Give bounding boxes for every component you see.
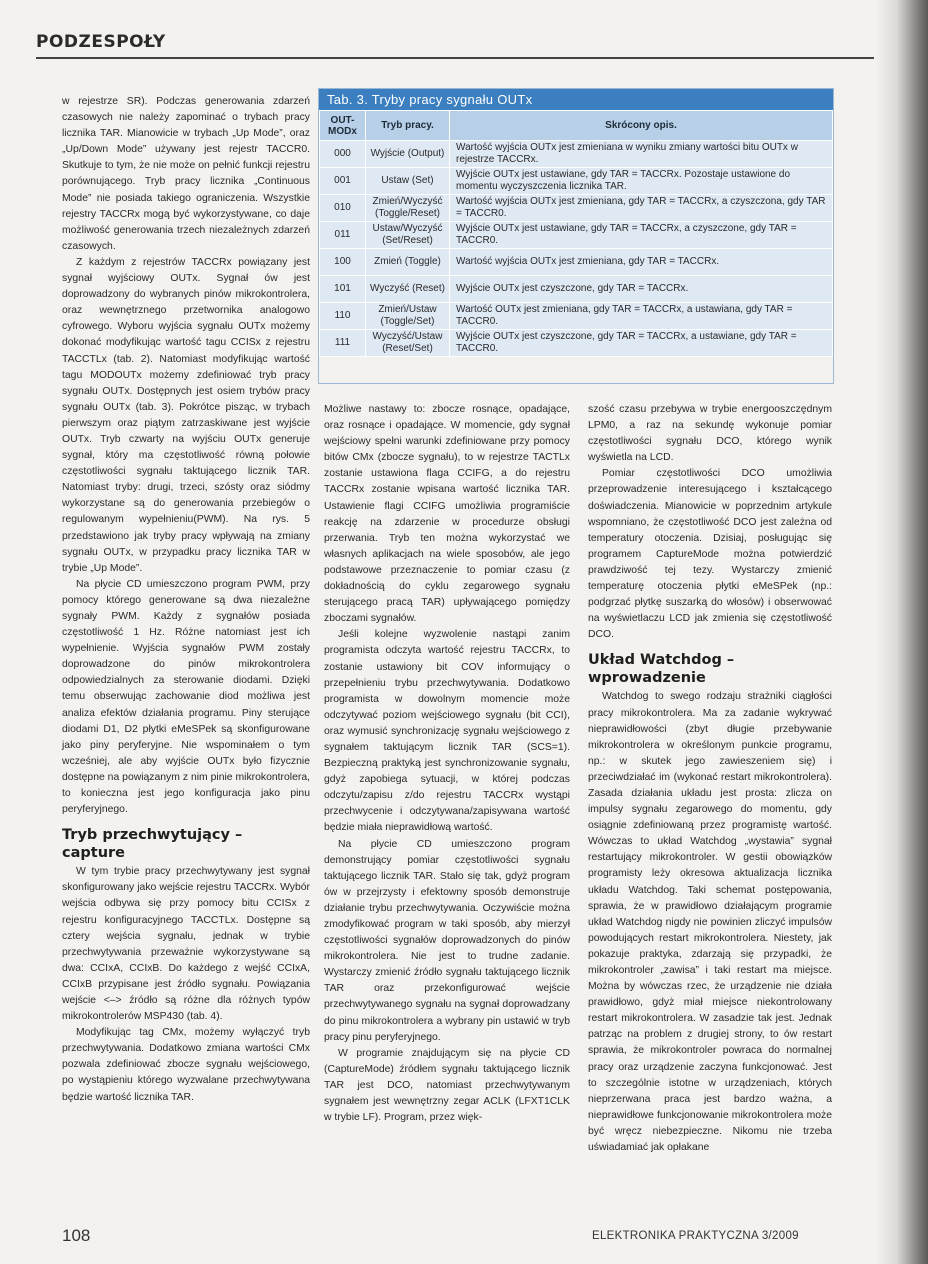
section-heading-watchdog: Układ Watchdog – wprowadzenie [588,652,735,687]
cell-desc: Wartość OUTx jest zmieniana, gdy TAR = TACCRx, a ustawiana, gdy TAR = TACCR0. [450,303,833,330]
column-left [62,94,310,1106]
cell-code: 101 [320,276,366,303]
table-3 [318,88,834,384]
section-heading-capture: Tryb przechwytujący – capture [62,827,243,862]
cell-desc: Wyjście OUTx jest czyszczone, gdy TAR = TACCRx, a ustawiane, gdy TAR = TACCR0. [450,330,833,357]
cell-mode: Zmień (Toggle) [366,249,450,276]
header-code: OUT-MODx [320,111,366,141]
paragraph: Modyfikując tag CMx, możemy wyłączyć tryb przechwytywania. Dodatkowo zmiana wartości CMx pozwala zdefiniować zbocze sygnału wejściowego, po wystąpieniu którego wyzwalane przechwytywana będzie wartość licznika TAR. [62,1027,310,1103]
cell-desc: Wartość wyjścia OUTx jest zmieniana, gdy TAR = TACCRx, a czyszczona, gdy TAR = TACCR0. [450,195,833,222]
paragraph: szość czasu przebywa w trybie energooszczędnym LPM0, a raz na sekundę wykonuje pomiar częstotliwości sygnału DCO, którego wynik wyświetla na LCD. [588,404,832,464]
table-row [320,195,833,222]
paragraph: W programie znajdującym się na płycie CD (CaptureMode) źródłem sygnału taktującego licznik TAR jest DCO, natomiast przechwytywanym sygnałem jest wewnętrzny zegar ACLK (LFXT1CLK w trybie LF). Program, przez więk- [324,1047,570,1124]
paragraph: W tym trybie pracy przechwytywany jest sygnał skonfigurowany jako wejście rejestru TACCRx. Wybór wejścia odbywa się przy pomocy bitu CCISx z rejestru konfiguracyjnego TACCTLx. Dostępne są cztery wejścia sygnału, jednak w trybie przechwytywania przeważnie wykorzystywane są dwa: CCIxA, CCIxB. Do każdego z wejść CCIxA, CCIxB przypisane jest źródło sygnału. Powiązania wejście <–> źródło są różne dla różnych typów mikrokontrolerów MSP430 (tab. 4). [62,866,310,1023]
paragraph: Pomiar częstotliwości DCO umożliwia przeprowadzenie interesującego i kształcącego doświadczenia. Mianowicie w poprzednim artykule wspomniano, że częstotliwość DCO jest zależna od temperatury otoczenia. Dzisiaj, posługując się programem CaptureMode można potwierdzić prawdziwość tej tezy. Wystarczy zmienić temperaturę otoczenia płytki eMeSPek (np.: podgrzać płytkę suszarką do włosów) i obserwować na wyświetlaczu LCD jak zmienia się częstotliwość DCO. [588,468,832,641]
cell-mode: Wyczyść/Ustaw (Reset/Set) [366,330,450,357]
cell-code: 110 [320,303,366,330]
paragraph: Na płycie CD umieszczono program demonstrujący pomiar częstotliwości sygnału taktującego licznik TAR. Stało się tak, gdyż program ów w przejrzysty i efektowny sposób demonstruje działanie trybu przechwytywania. Oczywiście można zmodyfikować program w taki sposób, aby mierzył częstotliwości sygnałów doprowadzonych do pinów mikrokontrolera. Nie jest to trudne zadanie. Wystarczy zmienić źródło sygnału taktującego licznik TAR oraz przekonfigurować wejście przechwytywanego sygnału na sygnał doprowadzany do pinu mikrokontrolera a wybrany pin ustawić w tryb pracy pinu peryferyjnego. [324,838,570,1043]
page-number: 108 [62,1226,91,1245]
table-row [320,303,833,330]
table-header-row [320,111,833,141]
cell-mode: Zmień/Ustaw (Toggle/Set) [366,303,450,330]
cell-code: 001 [320,168,366,195]
cell-code: 010 [320,195,366,222]
table-row [320,141,833,168]
paragraph: Na płycie CD umieszczono program PWM, przy pomocy którego generowane są dwa niezależne sygnały PWM. Każdy z sygnałów posiada częstotliwość 1 Hz. Różne natomiast jest ich wypełnienie. Wyjścia sygnałów PWM zostały doprowadzone do pinów mikrokontrolera odpowiedzialnych za sterowanie diodami. Dzięki temu obserwując zachowanie diod możliwa jest analiza efektów działania programu. Piny sterujące diodami D1, D2 płytki eMeSPek są skonfigurowane jako piny peryferyjne. Nie wspominałem o tym wcześniej, ale aby wyjście OUTx było fizycznie dostępne na powiązanym z nim pinie mikrokontrolera, to konieczna jest jego konfiguracja jako pinu peryferyjnego. [62,578,310,816]
paragraph: Jeśli kolejne wyzwolenie nastąpi zanim programista odczyta wartość rejestru TACCRx, to zostanie ustawiony bit COV informujący o przepełnieniu trybu przechwytywania. Dodatkowo programista w dowolnym momencie może odczytywać poziom wejściowego sygnału (bit CCI), oraz wymusić synchronizację sygnału wejściowego z sygnałem taktującym licznik TAR (SCS=1). Bezpieczną praktyką jest synchronizowanie sygnału, gdyż zapobiega sytuacji, w której podczas odczytu/zapisu z/do rejestru TACCRx wystąpi przechwycenie i odczytywana/zapisywana wartość będzie miała nieprawidłową wartość. [324,629,570,834]
table-row [320,222,833,249]
paragraph: w rejestrze SR). Podczas generowania zdarzeń czasowych nie należy zapominać o trybach pracy licznika TAR. Mianowicie w trybach „Up Mode”, oraz „Up/Down Mode” używany jest rejestr TACCR0. Skutkuje to tym, że nie może on pełnić funkcji rejestru porównującego. Tryb pracy licznika „Continuous Mode” nie posiada takiego ograniczenia. Wszystkie rejestry TACCRx mogą być wykorzystywane, co daje możliwość generowania trzech niezależnych zdarzeń czasowych. [62,96,310,252]
cell-code: 000 [320,141,366,168]
table-row [320,249,833,276]
section-header: PODZESPOŁY [36,32,166,52]
cell-desc: Wyjście OUTx jest ustawiane, gdy TAR = TACCRx, a czyszczone, gdy TAR = TACCR0. [450,222,833,249]
cell-code: 111 [320,330,366,357]
cell-desc: Wartość wyjścia OUTx jest zmieniana, gdy TAR = TACCRx. [450,249,833,276]
table-row [320,330,833,357]
modes-table [319,110,833,357]
cell-code: 100 [320,249,366,276]
cell-mode: Ustaw (Set) [366,168,450,195]
paragraph: Watchdog to swego rodzaju strażniki ciągłości pracy mikrokontrolera. Ma za zadanie wykrywać nieprawidłowości (zbyt długie przebywanie mikrokontrolera w określonym punkcie programu, np.: w skutek jego zawieszeniem się) i przeciwdziałać im (wykonać restart mikrokontrolera). Zasada działania układu jest prosta: zlicza on impulsy sygnału zegarowego do momentu, gdy osiągnie zdefiniowaną przez programistę wartość. Wówczas to układ Watchdog „wystawia” sygnał restartujący mikrokontroler. W gestii obowiązków programisty leży okresowa aktualizacja licznika układu Watchdog. Taki schemat postępowania, sprawia, że w prawidłowo działającym programie układ Watchdog nigdy nie powinien zliczyć impulsów powodujących restart mikrokontrolera. Niestety, jak pokazuje praktyka, zdarzają się przypadki, że mikrokontroler „zawisa” i taki restart ma miejsce. Można by wówczas rzec, że urządzenie nie działa prawidłowo, gdyż miał miejsce niekontrolowany restart mikrokontrolera. W zasadzie tak jest. Jednak patrząc na problem z drugiej strony, to ów restart sprawia, że mikrokontroler powraca do normalnej pracy oraz urządzenie zaczyna funkcjonować. Jest to szczególnie istotne w urządzeniach, których nieprzerwana praca jest bardzo ważna, a nieprawidłowe funkcjonowanie mikrokontrolera może być wręcz niebezpieczne. Nikomu nie trzeba uświadamiać jak opłakane [588,691,832,1154]
header-desc: Skrócony opis. [450,111,833,141]
cell-code: 011 [320,222,366,249]
table-row [320,276,833,303]
header-rule [36,57,874,59]
cell-mode: Zmień/Wyczyść (Toggle/Reset) [366,195,450,222]
table-row [320,168,833,195]
cell-mode: Ustaw/Wyczyść (Set/Reset) [366,222,450,249]
cell-mode: Wyjście (Output) [366,141,450,168]
paragraph: Z każdym z rejestrów TACCRx powiązany jest sygnał wyjściowy OUTx. Sygnał ów jest doprowadzony do wybranych pinów mikrokontrolera, oraz wewnętrznego przetwornika analogowo cyfrowego. Wyboru wyjścia sygnału OUTx możemy dokonać modyfikując wartość tagu CCISx z rejestru TACCTLx (tab. 2). Natomiast modyfikując wartość tagu MODOUTx możemy zdefiniować tryb pracy sygnału OUTx. Dostępnych jest osiem trybów pracy sygnału OUTx (tab. 3). Pokrótce pisząc, w trybach pierwszym oraz piątym zatrzaskiwane jest wyjście OUTx. Tryb czwarty na wyjściu OUTx generuje sygnał, który ma częstotliwość równą połowie częstotliwości sygnału taktującego licznik TAR. Natomiast tryby: drugi, trzeci, szósty oraz siódmy wykorzystane są do generowania przebiegów o regulowanym wypełnieniu(PWM). Na rys. 5 przedstawiono jak tryby pracy wpływają na zmiany sygnału OUTx, w przypadku pracy licznika TAR w trybie „Up Mode”. [62,256,310,574]
header-mode: Tryb pracy. [366,111,450,141]
table-title: Tab. 3. Tryby pracy sygnału OUTx [319,89,833,110]
cell-desc: Wartość wyjścia OUTx jest zmieniana w wyniku zmiany wartości bitu OUTx w rejestrze TACCRx. [450,141,833,168]
column-middle [324,402,570,1126]
cell-desc: Wyjście OUTx jest ustawiane, gdy TAR = TACCRx. Pozostaje ustawione do momentu wyczyszczenia licznika TAR. [450,168,833,195]
cell-desc: Wyjście OUTx jest czyszczone, gdy TAR = TACCRx. [450,276,833,303]
cell-mode: Wyczyść (Reset) [366,276,450,303]
page-spine-shadow [876,0,928,1264]
magazine-name: ELEKTRONIKA PRAKTYCZNA 3/2009 [592,1230,799,1242]
paragraph: Możliwe nastawy to: zbocze rosnące, opadające, oraz rosnące i opadające. W momencie, gdy sygnał wejściowy spełni warunki zdefiniowane przy pomocy bitów CMx (zbocze sygnału), to w rejestrze TACTLx zostanie ustawiona flaga CCIFG, a do rejestru TACCRx zostanie wpisana wartość licznika TAR. Ustawienie flagi CCIFG umożliwia programiście reakcję na zdarzenie w procedurze obsługi przerwania. Tryb ten można wykorzystać we własnych aplikacjach na wiele sposobów, ale jego podstawowe przeznaczenie to pomiar czasu (z dokładnością do cyklu zegarowego sygnału sterującego pracą TAR) upływającego pomiędzy zboczami sygnałów. [324,404,570,625]
column-right [588,402,832,1156]
